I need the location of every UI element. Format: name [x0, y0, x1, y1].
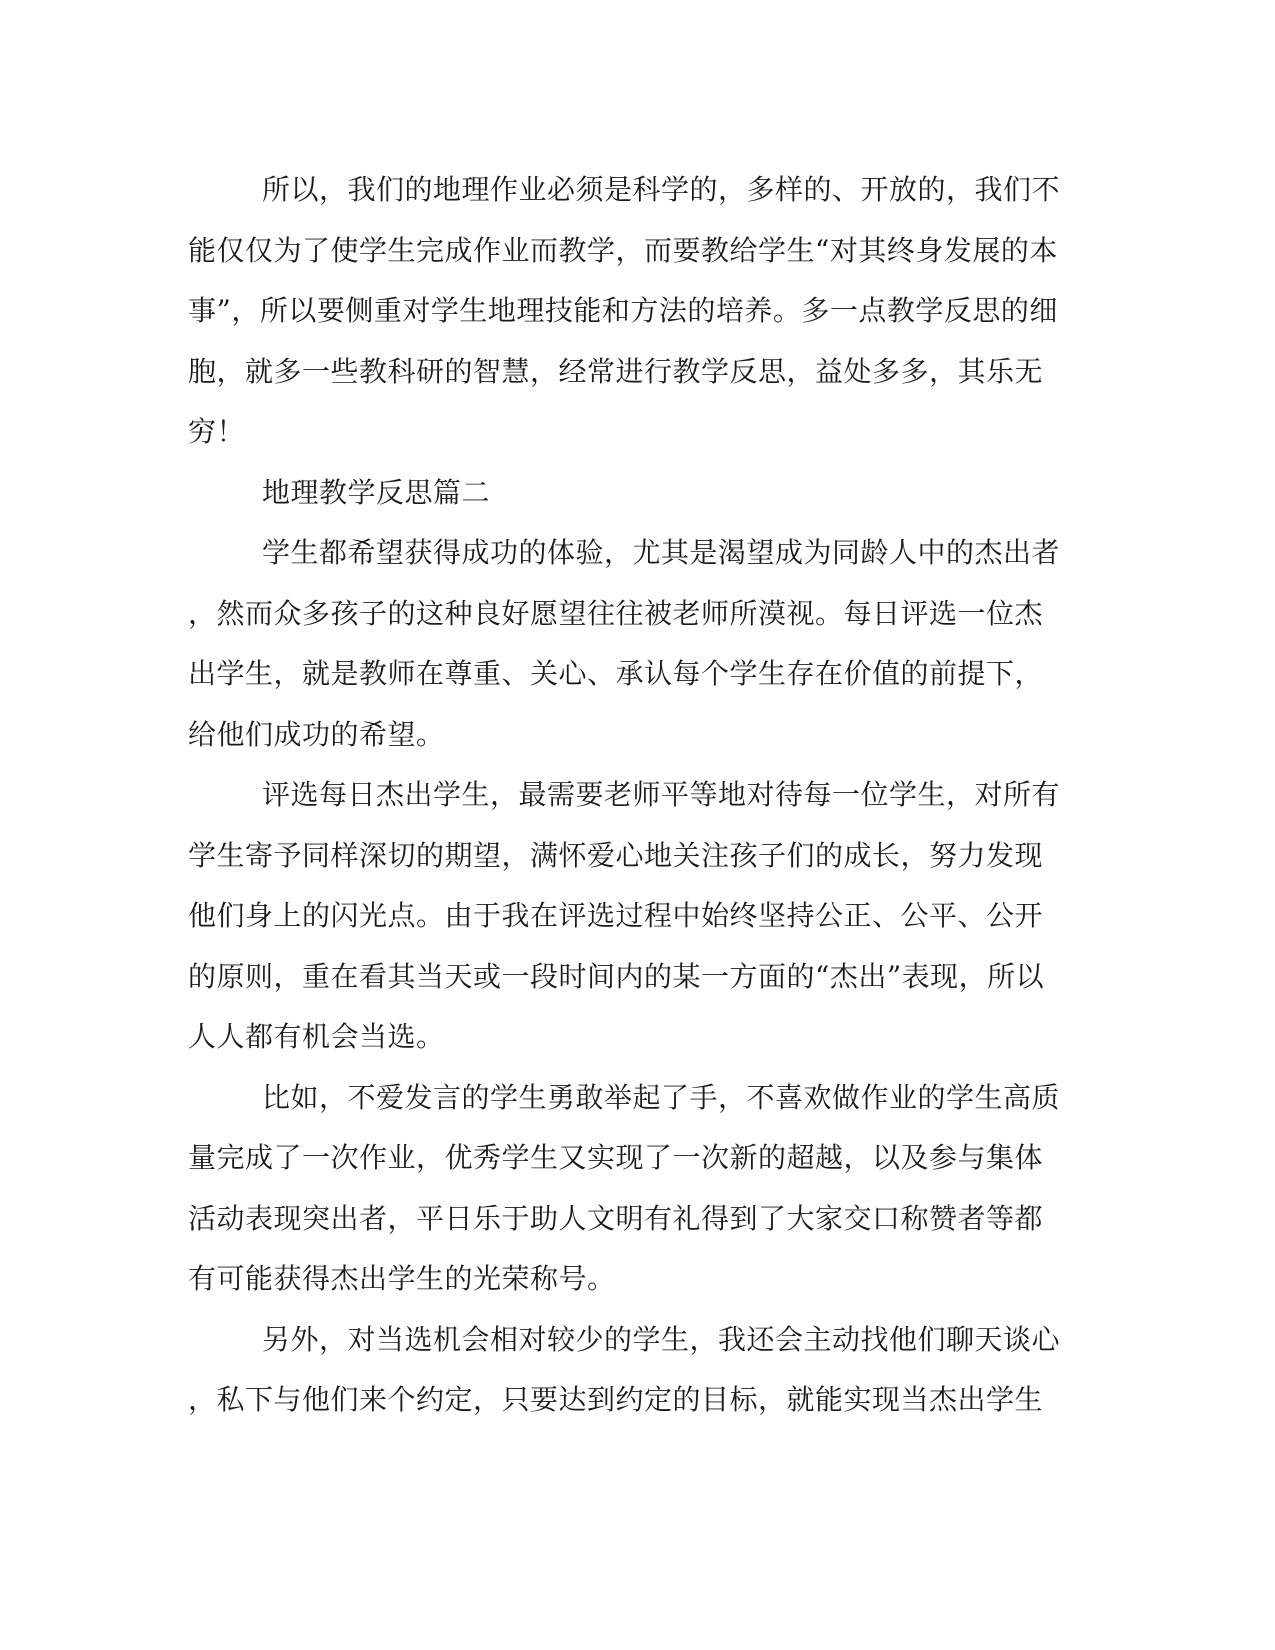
text-line: 事”，所以要侧重对学生地理技能和方法的培养。多一点教学反思的细 — [188, 294, 1058, 327]
text-line: 活动表现突出者，平日乐于助人文明有礼得到了大家交口称赞者等都 — [188, 1201, 1044, 1235]
text-line: 的原则，重在看其当天或一段时间内的某一方面的“杰出”表现，所以 — [188, 959, 1045, 993]
text-line: 所以，我们的地理作业必须是科学的，多样的、开放的，我们不 — [262, 173, 1061, 206]
text-line: 有可能获得杰出学生的光荣称号。 — [188, 1262, 616, 1295]
text-line: ，私下与他们来个约定，只要达到约定的目标，就能实现当杰出学生 — [188, 1383, 1044, 1416]
paragraph — [188, 523, 1068, 765]
paragraph — [188, 160, 1068, 463]
text-line: 学生寄予同样深切的期望，满怀爱心地关注孩子们的成长，努力发现 — [188, 838, 1044, 872]
text-line: 能仅仅为了使学生完成作业而教学，而要教给学生“对其终身发展的本 — [188, 233, 1058, 267]
document-body — [188, 160, 1068, 1431]
section-heading — [188, 463, 1068, 524]
text-line: 另外，对当选机会相对较少的学生，我还会主动找他们聊天谈心 — [262, 1322, 1061, 1356]
text-line: 学生都希望获得成功的体验，尤其是渴望成为同龄人中的杰出者 — [262, 536, 1061, 569]
text-line: 他们身上的闪光点。由于我在评选过程中始终坚持公正、公平、公开 — [188, 899, 1044, 932]
text-line: 比如，不爱发言的学生勇敢举起了手，不喜欢做作业的学生高质 — [262, 1080, 1061, 1114]
text-line: 量完成了一次作业，优秀学生又实现了一次新的超越，以及参与集体 — [188, 1141, 1044, 1174]
paragraph — [188, 1068, 1068, 1310]
text-line: 出学生，就是教师在尊重、关心、承认每个学生存在价值的前提下， — [188, 657, 1044, 690]
text-line: 胞，就多一些教科研的智慧，经常进行教学反思，益处多多，其乐无 — [188, 354, 1044, 388]
text-line: 给他们成功的希望。 — [188, 717, 445, 751]
paragraph — [188, 765, 1068, 1068]
text-line: ，然而众多孩子的这种良好愿望往往被老师所漠视。每日评选一位杰 — [188, 596, 1044, 630]
text-line: 评选每日杰出学生，最需要老师平等地对待每一位学生，对所有 — [262, 778, 1061, 811]
text-line: 人人都有机会当选。 — [188, 1020, 445, 1053]
text-line: 穷！ — [188, 415, 246, 448]
paragraph — [188, 1310, 1068, 1431]
heading-text: 地理教学反思篇二 — [262, 475, 491, 509]
